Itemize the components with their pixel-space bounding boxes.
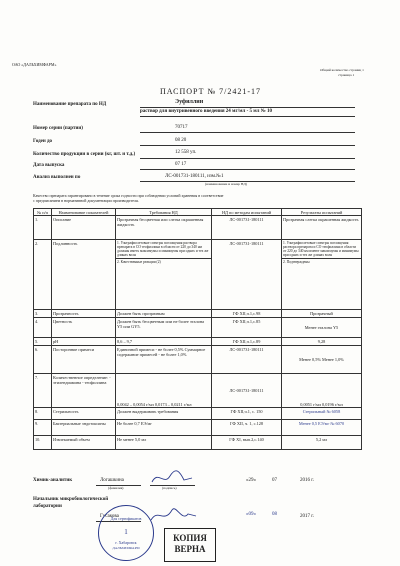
form-note-2: страница 1 [338, 73, 355, 77]
identity-result-2: 2. Подтверждены [282, 258, 361, 264]
identity-result-1: 1. Ультрафиолетовые спектры поглощения раствора препарата и СО теофиллина в области от 220 до 340 нм имеют максимумы и минимумы при одних и тех же длинах волн [283, 240, 359, 258]
col-header-method: НД по методам испытаний [212, 209, 282, 216]
lab-head-signature-icon [148, 504, 198, 526]
row-method: ЛС-001731-180111 [212, 240, 282, 310]
col-header-parameter: Наименование показателей [52, 209, 116, 216]
lab-head-name: Гусакова [100, 514, 119, 519]
lab-date-month: 08 [272, 512, 277, 517]
analyst-date-month: 07 [272, 478, 277, 483]
row-number: 8. [34, 408, 52, 420]
row-parameter: Извлекаемый объем [52, 436, 116, 450]
analyst-name: Логашкина [100, 478, 124, 483]
copy-stamp-line-2: ВЕРНА [174, 544, 206, 554]
lab-head-label-2: лаборатории [33, 504, 62, 509]
copy-stamp-line-1: КОПИЯ [173, 533, 207, 543]
row-method: ЛС-001731-180111 [212, 374, 282, 408]
quantity-value: 12 558 уп. [175, 150, 197, 155]
row-requirement: Должен выдерживать требования [116, 408, 212, 420]
drug-name: Эуфиллин [175, 99, 204, 105]
row-requirement: Прозрачная бесцветная или слегка окрашенная жидкость [116, 216, 212, 240]
expiry-value: 08 20 [175, 138, 187, 143]
analyst-date-year: 2016 г. [300, 478, 314, 483]
row-number: 5. [34, 338, 52, 346]
table-row [34, 408, 362, 420]
col-header-results: Результаты испытаний [282, 209, 362, 216]
row-number: 6. [34, 346, 52, 374]
row-result: Менее 0,5 ЕЭ/мг № 6070 [282, 420, 362, 436]
row-requirement: 0,0042 – 0,0054 г/мл 0,0173 – 0,0211 г/мл [116, 374, 212, 408]
table-row [34, 216, 362, 240]
analysis-label: Анализ выполнен по [33, 175, 81, 180]
row-requirement: Не менее 5,0 мл [116, 436, 212, 450]
row-parameter: Стерильность [52, 408, 116, 420]
row-method: ЛС-001731-180111 [212, 346, 282, 374]
quality-note-2: с предписанием в нормативной документации производителя. [33, 198, 139, 203]
row-requirement: Не более 0,7 ЕЭ/мг [116, 420, 212, 436]
expiry-label: Годен до [33, 139, 53, 144]
row-result: 9,28 [282, 338, 362, 346]
identity-requirement-1: 1. Ультрафиолетовые спектры поглощения раствора препарата в СО теофиллина в области от 220 до 340 нм должны иметь максимумы и минимумы при одних и тех же длинах волн [117, 240, 209, 258]
analyst-date-day: «29» [246, 478, 256, 483]
round-stamp-text-1: Для сертификатов [110, 516, 142, 521]
quantity-label: Количество продукции в серии (кг, шт. и т.д.) [33, 152, 136, 157]
table-row [34, 240, 362, 310]
row-number: 9. [34, 420, 52, 436]
row-method: ГФ XII,ч.1,с.89 [212, 338, 282, 346]
row-parameter: Посторонние примеси [52, 346, 116, 374]
table-row [34, 346, 362, 374]
row-result [282, 240, 362, 310]
page-title: ПАСПОРТ № 7/2421-17 [160, 87, 261, 96]
test-results-table [33, 208, 362, 450]
round-stamp-text-2: г. Хабаровск [115, 540, 137, 545]
table-header-row [34, 209, 362, 216]
form-note-1: Общий количество страниц 1 [320, 68, 364, 72]
lab-date-day: «09» [246, 512, 256, 517]
row-number: 3. [34, 310, 52, 318]
row-result: Менее эталона Y5 [282, 318, 362, 338]
analysis-note: (наименование и номер НД) [205, 182, 247, 186]
analyst-label: Химик-аналитик [33, 478, 73, 483]
round-stamp [98, 505, 154, 561]
row-method: ГФ XII,ч.1, с. 150 [212, 408, 282, 420]
row-requirement: Единичной примеси - не более 0,5% Суммарное содержание примесей - не более 1,0% [116, 346, 212, 374]
row-result: Прозрачная слегка окрашенная жидкость [282, 216, 362, 240]
table-row [34, 420, 362, 436]
release-label: Дата выпуска [33, 163, 65, 168]
row-method: ГФ XII,ч.1,с.98 [212, 310, 282, 318]
row-number: 1. [34, 216, 52, 240]
row-method: ГФ XII, ч. 1, с.128 [212, 420, 282, 436]
row-parameter: Прозрачность [52, 310, 116, 318]
row-parameter: Подлинность [52, 240, 116, 310]
col-header-number: № п/п [34, 209, 52, 216]
row-requirement: Должен быть прозрачным [116, 310, 212, 318]
drug-form: раствор для внутривенного введения 24 мг/мл - 5 мл № 10 [140, 109, 272, 114]
table-row [34, 318, 362, 338]
row-result: 5,2 мл [282, 436, 362, 450]
drug-label: Наименование препарата по НД [33, 102, 107, 107]
analyst-signature-caption: (подпись) [162, 486, 177, 490]
row-result: Менее 0,5% Менее 1,0% [282, 346, 362, 374]
table-row [34, 338, 362, 346]
round-stamp-text-3: ДАЛЬХИМФАРМ [112, 546, 140, 550]
row-result: 0,0051 г/мл 0,0196 г/мл [282, 374, 362, 408]
identity-requirement-2: 2. Качественные реакции (2) [116, 258, 211, 264]
row-result: Прозрачный [282, 310, 362, 318]
row-number: 7. [34, 374, 52, 408]
table-row [34, 436, 362, 450]
row-parameter: Описание [52, 216, 116, 240]
row-method: ЛС-001731-180111 [212, 216, 282, 240]
row-requirement: 8,6 – 9,7 [116, 338, 212, 346]
analyst-name-caption: (фамилия) [108, 486, 124, 490]
release-value: 07 17 [175, 162, 187, 167]
row-number: 10. [34, 436, 52, 450]
lab-head-label-1: Начальник микробиологической [33, 497, 109, 502]
row-number: 4. [34, 318, 52, 338]
row-method: ГФ XI, вып.2,с.140 [212, 436, 282, 450]
series-value: 70717 [175, 125, 188, 130]
row-parameter: рН [52, 338, 116, 346]
row-parameter: Количественное определение: - этилендиамина - теофиллина [52, 374, 116, 408]
row-parameter: Бактериальные эндотоксины [52, 420, 116, 436]
round-stamp-text-4: 1 [124, 528, 128, 536]
row-number: 2. [34, 240, 52, 310]
row-requirement: Должен быть бесцветным или не более эталона Y5 или GY5. [116, 318, 212, 338]
col-header-requirements: Требования НД [116, 209, 212, 216]
row-result: Стерильный № 6058 [282, 408, 362, 420]
lab-date-year: 2017 г. [300, 514, 314, 519]
company-name: ОАО «ДАЛЬХИМФАРМ» [12, 62, 57, 67]
row-parameter: Цветность [52, 318, 116, 338]
row-requirement [116, 240, 212, 310]
analysis-value: ЛС-001731-180111, изм.№1 [165, 174, 224, 179]
table-row [34, 310, 362, 318]
copy-certified-stamp [164, 528, 216, 562]
table-row [34, 374, 362, 408]
series-label: Номер серии (партии) [33, 126, 83, 131]
quality-note-1: Качество препарата гарантировано в течение срока годности при соблюдении условий хранения в соответствие [33, 193, 224, 198]
row-method: ГФ XII,ч.1,с.85 [212, 318, 282, 338]
